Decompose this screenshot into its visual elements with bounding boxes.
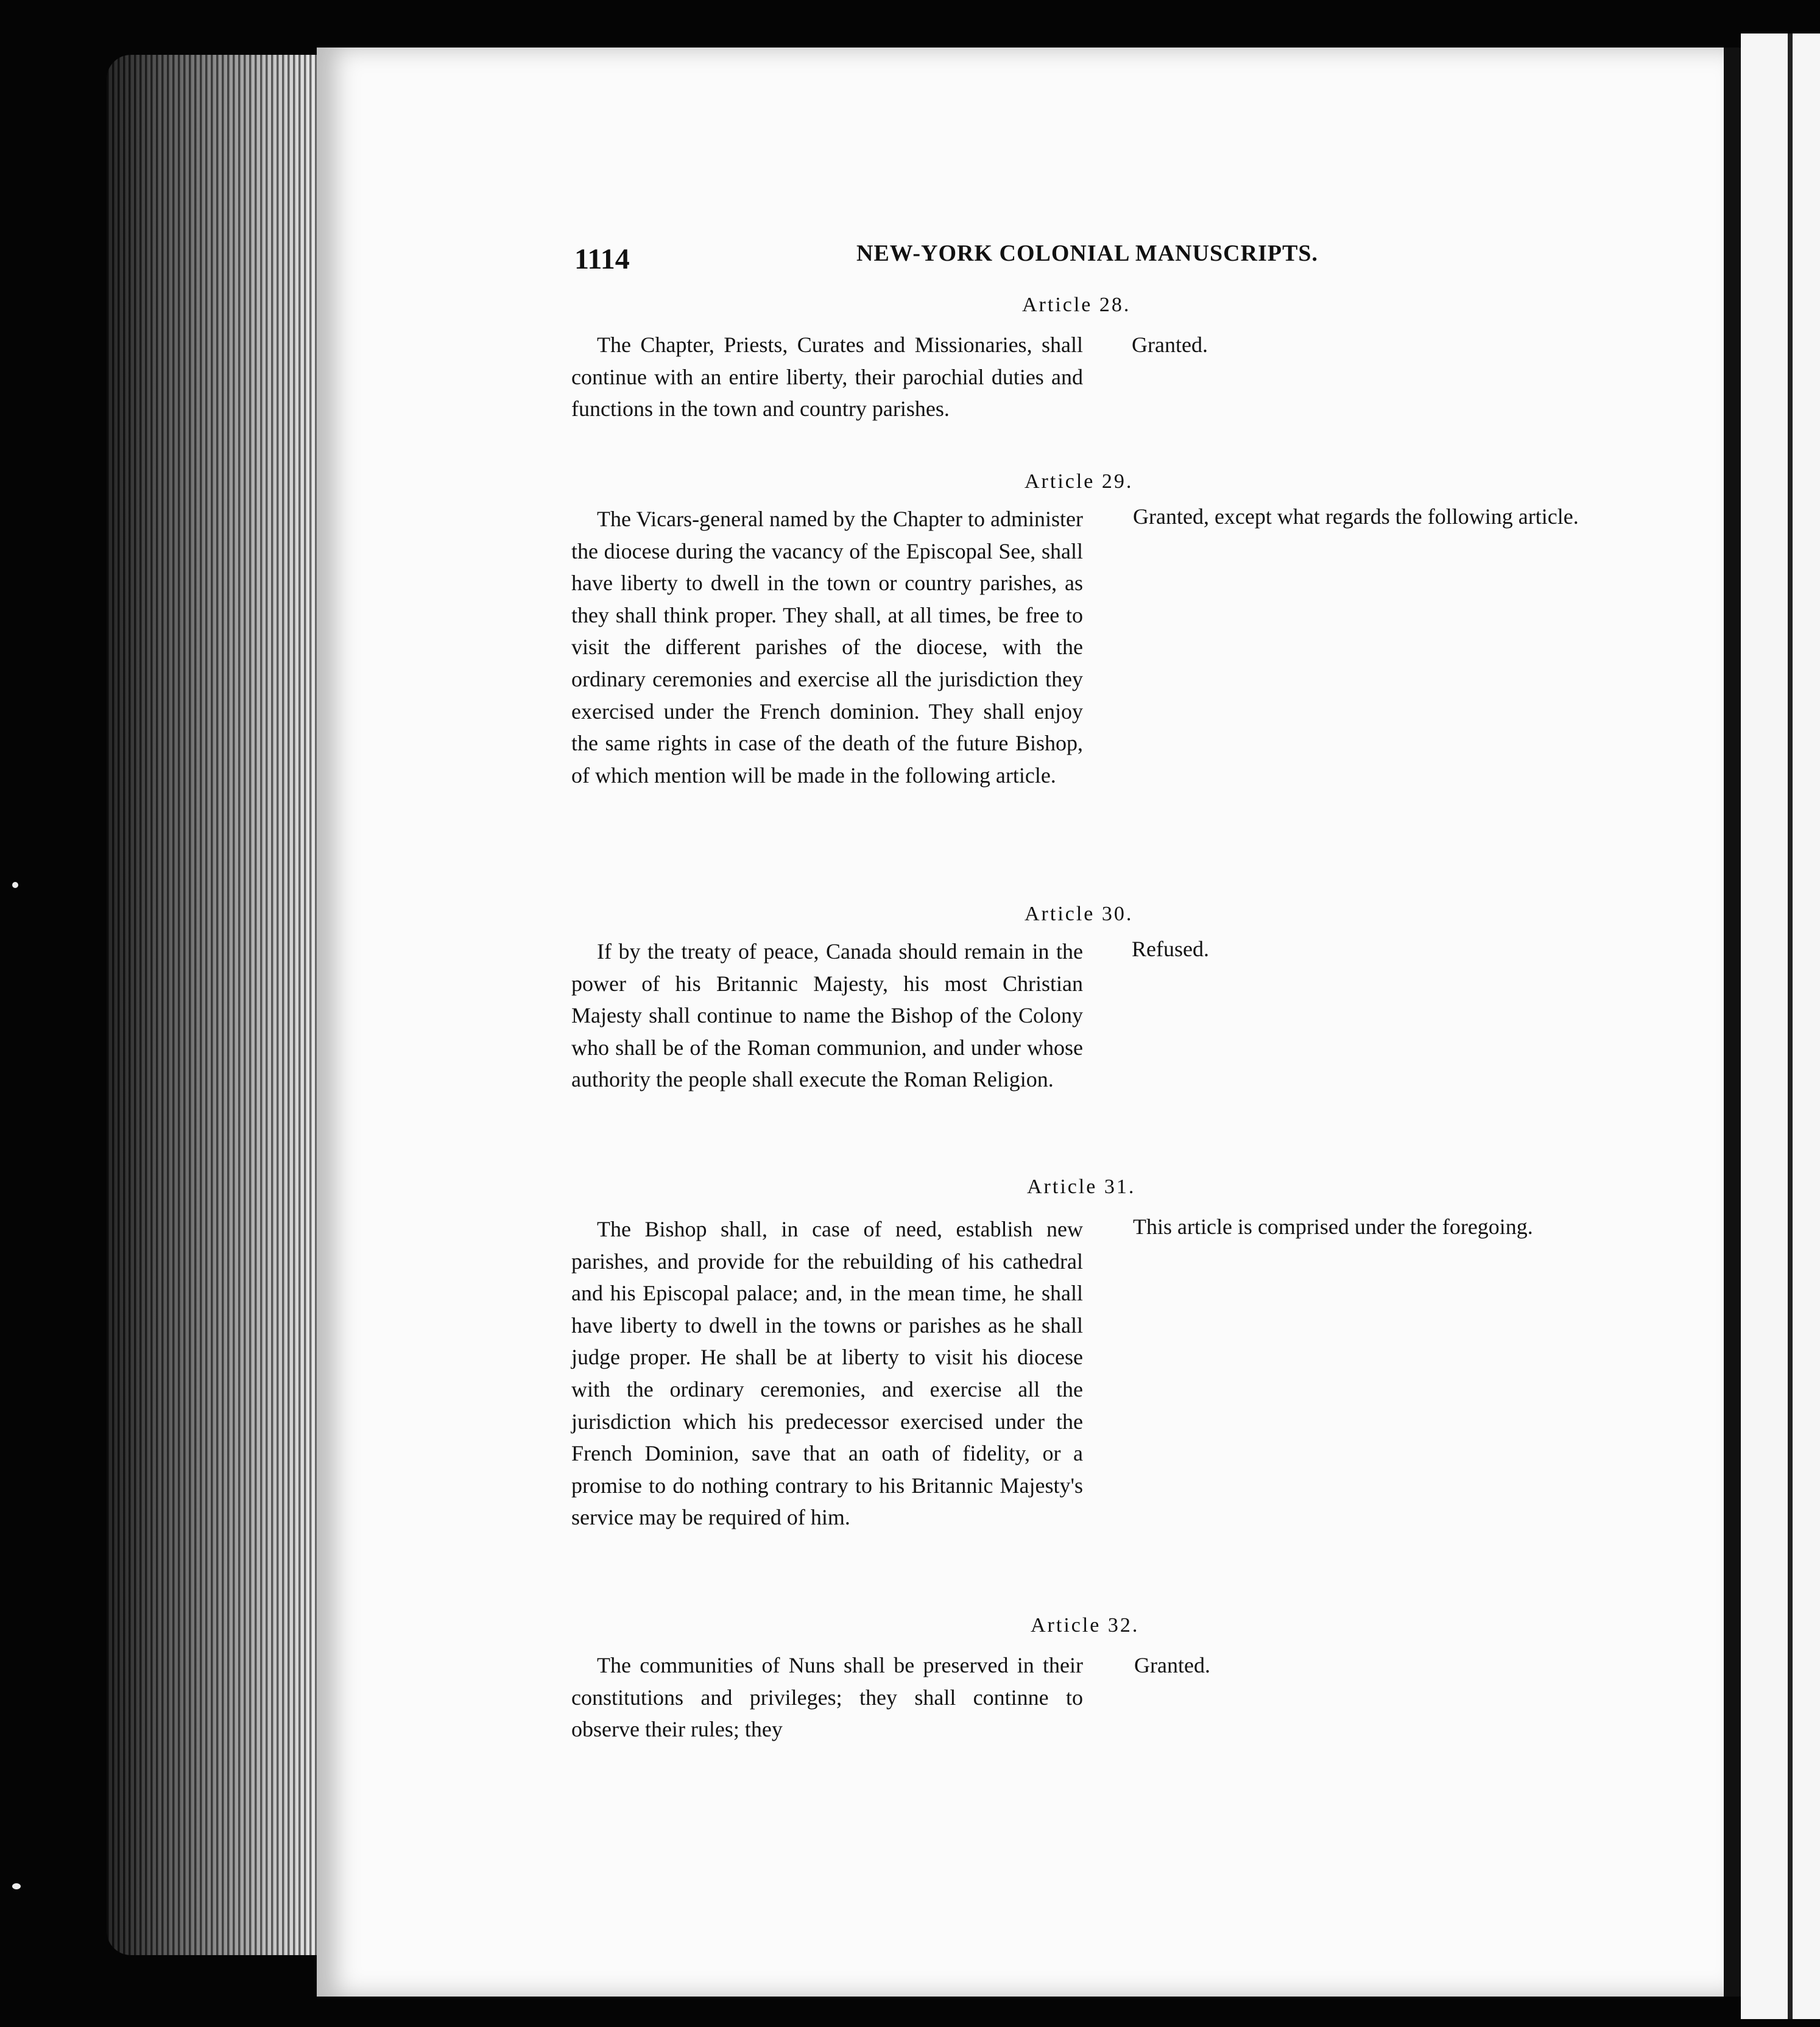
article-reply: Granted, except what regards the following article. [1133,504,1579,529]
article-heading: Article 29. [1025,470,1134,493]
scan-speck [12,1883,21,1889]
article-heading: Article 28. [1022,294,1131,316]
article-heading: Article 31. [1027,1176,1136,1198]
article-text: The communities of Nuns shall be preserved in their constitutions and privileges; they shall continne to observe their rules; they [571,1653,1083,1742]
page-number: 1114 [574,243,630,275]
facing-page-sliver [1741,33,1820,2019]
scan-speck [12,882,18,888]
article-heading: Article 32. [1031,1614,1140,1637]
article-heading: Article 30. [1025,903,1134,925]
article-text: The Bishop shall, in case of need, establish new parishes, and provide for the rebuilding of his cathedral and his Episcopal palace; and, in the mean time, he shall have liberty to dwell in the towns or parishes as he shall judge proper. He shall be at liberty to visit his diocese with the ordinary ceremonies, and exercise all the jurisdiction which his predecessor exercised under the French Dominion, save that an oath of fidelity, or a promise to do nothing contrary to his Britannic Majesty's service may be required of him. [571,1217,1083,1530]
article-reply: Refused. [1132,937,1209,961]
article-reply: Granted. [1134,1653,1210,1677]
facing-page-edge [1788,33,1793,2019]
article-text: The Chapter, Priests, Curates and Missionaries, shall continue with an entire liberty, their parochial duties and functions in the town and country parishes. [571,333,1083,421]
running-head: NEW-YORK COLONIAL MANUSCRIPTS. [856,241,1319,266]
book-page-edges [107,55,320,1955]
article-text: The Vicars-general named by the Chapter to administer the diocese during the vacancy of the Episcopal See, shall have liberty to dwell in the town or country parishes, as they shall think proper. They shall, at all times, be free to visit the different parishes of the diocese, with the ordinary ceremonies and exercise all the jurisdiction they exercised under the French dominion. They shall enjoy the same rights in case of the death of the future Bishop, of which mention will be made in the following article. [571,507,1083,788]
article-reply: This article is comprised under the foregoing. [1133,1214,1533,1239]
article-reply: Granted. [1132,333,1208,357]
article-text: If by the treaty of peace, Canada should remain in the power of his Britannic Majesty, his most Christian Majesty shall continue to name the Bishop of the Colony who shall be of the Roman communion, and under whose authority the people shall execute the Roman Religion. [571,939,1083,1092]
page-gutter [1724,48,1741,1997]
